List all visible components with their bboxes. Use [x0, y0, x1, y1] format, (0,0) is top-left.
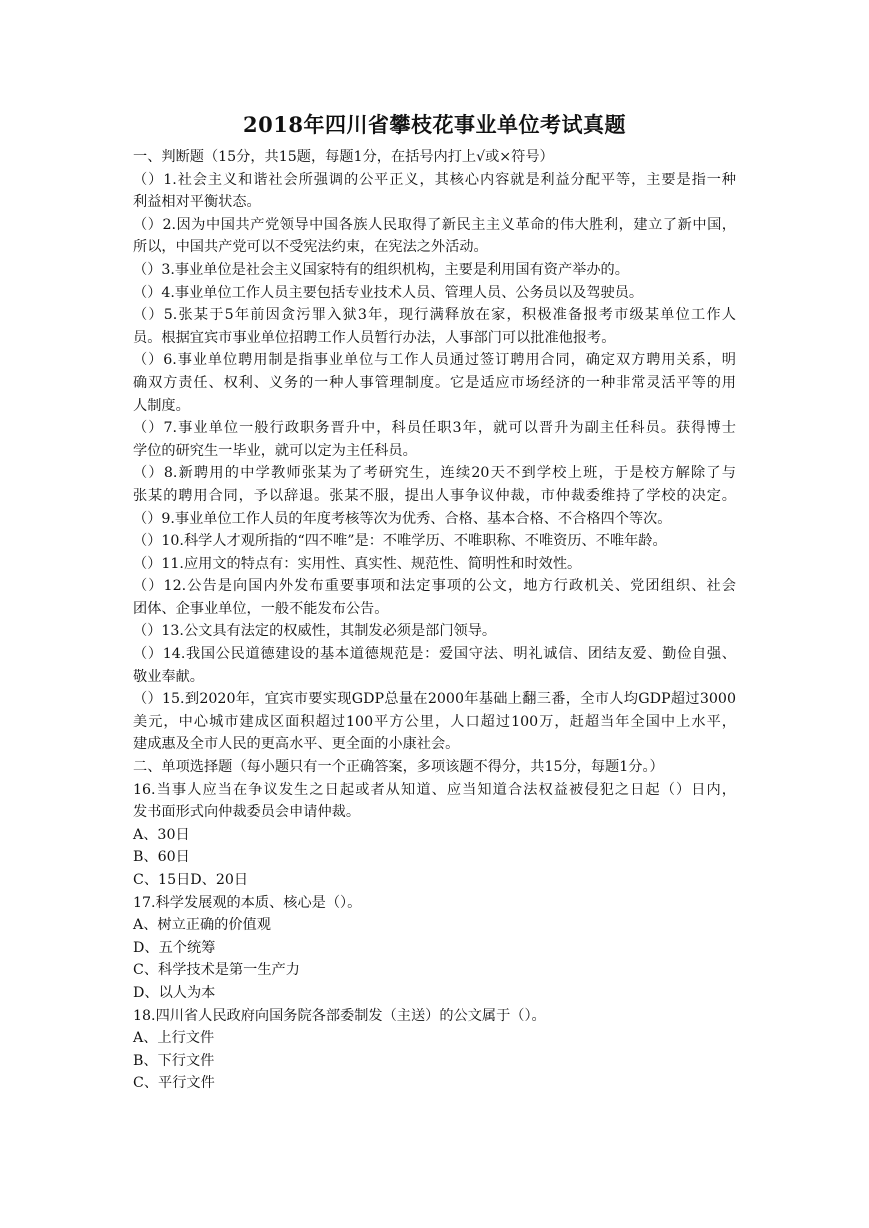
question-14-line-2: 敬业奉献。	[133, 668, 204, 685]
question-15-line-1: （）15.到2020年，宜宾市要实现GDP总量在2000年基础上翻三番，全市人均GDP超过3000	[133, 691, 736, 708]
question-6-line-1: （）6.事业单位聘用制是指事业单位与工作人员通过签订聘用合同，确定双方聘用关系，明	[133, 352, 736, 369]
question-2-line-2: 所以，中国共产党可以不受宪法约束，在宪法之外活动。	[133, 239, 488, 256]
question-17-option-d-2: D、以人为本	[133, 984, 216, 1001]
question-5-line-2: 员。根据宜宾市事业单位招聘工作人员暂行办法，人事部门可以批准他报考。	[133, 329, 616, 346]
section-heading-single-choice: 二、单项选择题（每小题只有一个正确答案，多项该题不得分，共15分，每题1分。）	[133, 759, 664, 776]
question-12-line-1: （）12.公告是向国内外发布重要事项和法定事项的公文，地方行政机关、党团组织、社会	[133, 578, 736, 595]
question-4: （）4.事业单位工作人员主要包括专业技术人员、管理人员、公务员以及驾驶员。	[133, 284, 644, 301]
question-17-option-c: C、科学技术是第一生产力	[133, 962, 300, 979]
question-16-option-b: B、60日	[133, 849, 190, 866]
question-18: 18.四川省人民政府向国务院各部委制发（主送）的公文属于（）。	[133, 1007, 546, 1024]
question-16-line-1: 16.当事人应当在争议发生之日起或者从知道、应当知道合法权益被侵犯之日起（）日内，	[133, 781, 736, 798]
question-17-option-a: A、树立正确的价值观	[133, 917, 271, 934]
question-7-line-1: （）7.事业单位一般行政职务晋升中，科员任职3年，就可以晋升为副主任科员。获得博士	[133, 420, 736, 437]
question-1-line-2: 利益相对平衡状态。	[133, 194, 261, 211]
question-13: （）13.公文具有法定的权威性，其制发必须是部门领导。	[133, 623, 497, 640]
question-15-line-2: 美元，中心城市建成区面积超过100平方公里，人口超过100万，赶超当年全国中上水平，	[133, 713, 736, 730]
question-16-option-c-d: C、15日D、20日	[133, 872, 249, 888]
question-17: 17.科学发展观的本质、核心是（）。	[133, 894, 362, 911]
question-8-line-1: （）8.新聘用的中学教师张某为了考研究生，连续20天不到学校上班，于是校方解除了与	[133, 465, 736, 482]
question-16-option-a: A、30日	[133, 826, 190, 843]
question-1-line-1: （）1.社会主义和谐社会所强调的公平正义，其核心内容就是利益分配平等，主要是指一种	[133, 171, 736, 188]
question-3: （）3.事业单位是社会主义国家特有的组织机构，主要是利用国有资产举办的。	[133, 261, 629, 278]
question-8-line-2: 张某的聘用合同，予以辞退。张某不服，提出人事争议仲裁，市仲裁委维持了学校的决定。	[133, 487, 736, 504]
section-heading-true-false: 一、判断题（15分，共15题，每题1分，在括号内打上√或×符号）	[133, 149, 554, 165]
document-body	[133, 146, 736, 1095]
question-14-line-1: （）14.我国公民道德建设的基本道德规范是：爱国守法、明礼诚信、团结友爱、勤俭自强、	[133, 646, 736, 663]
question-18-option-c: C、平行文件	[133, 1075, 215, 1092]
question-18-option-b: B、下行文件	[133, 1052, 215, 1069]
question-5-line-1: （）5.张某于5年前因贪污罪入狱3年，现行满释放在家，积极准备报考市级某单位工作人	[133, 307, 736, 324]
question-9: （）9.事业单位工作人员的年度考核等次为优秀、合格、基本合格、不合格四个等次。	[133, 510, 672, 527]
question-12-line-2: 团体、企事业单位，一般不能发布公告。	[133, 600, 389, 617]
question-6-line-2: 确双方责任、权利、义务的一种人事管理制度。它是适应市场经济的一种非常灵活平等的用	[133, 374, 736, 391]
question-11: （）11.应用文的特点有：实用性、真实性、规范性、简明性和时效性。	[133, 555, 582, 572]
question-16-line-2: 发书面形式向仲裁委员会申请仲裁。	[133, 804, 361, 821]
question-2-line-1: （）2.因为中国共产党领导中国各族人民取得了新民主主义革命的伟大胜利，建立了新中国，	[133, 216, 736, 233]
question-7-line-2: 学位的研究生一毕业，就可以定为主任科员。	[133, 442, 417, 459]
question-15-line-3: 建成惠及全市人民的更高水平、更全面的小康社会。	[133, 736, 460, 753]
question-18-option-a: A、上行文件	[133, 1030, 215, 1047]
question-6-line-3: 人制度。	[133, 397, 190, 414]
document-title: 2018年四川省攀枝花事业单位考试真题	[243, 112, 626, 137]
question-17-option-d-1: D、五个统筹	[133, 939, 216, 956]
question-10: （）10.科学人才观所指的“四不唯”是：不唯学历、不唯职称、不唯资历、不唯年龄。	[133, 533, 667, 550]
